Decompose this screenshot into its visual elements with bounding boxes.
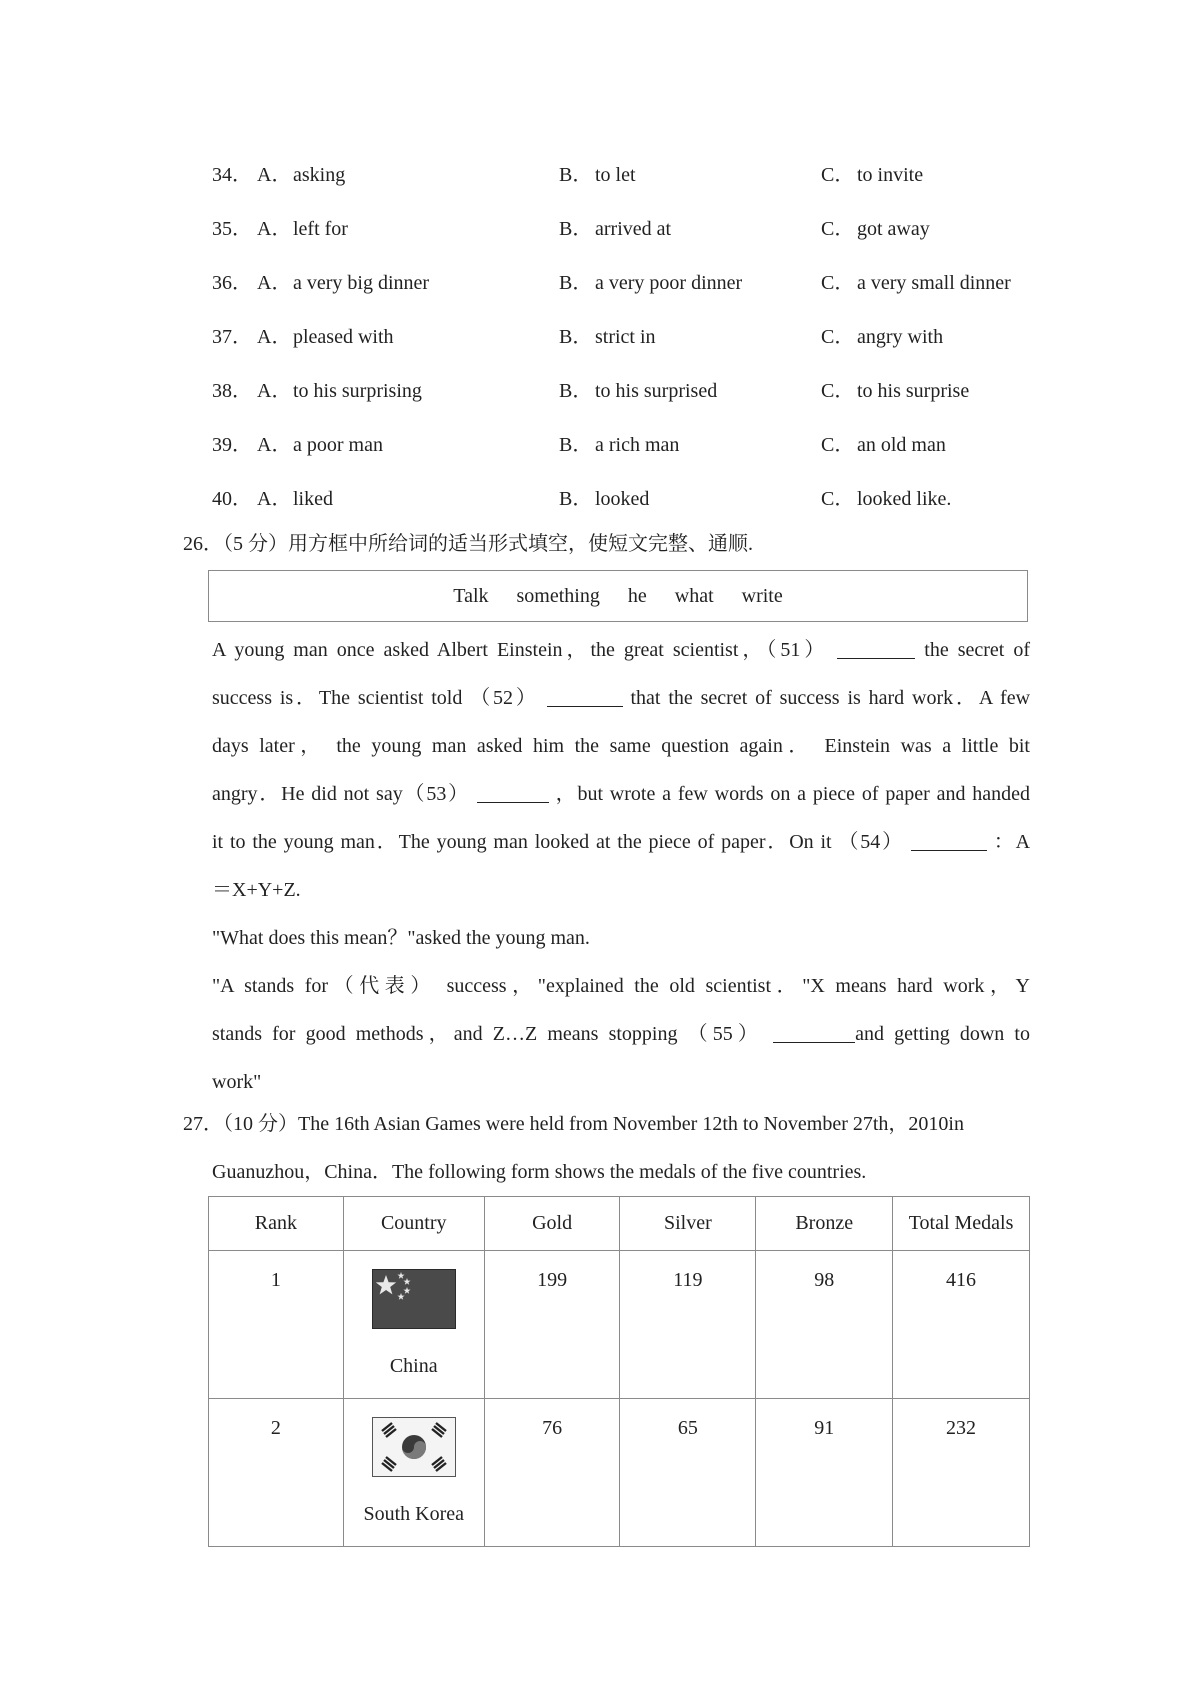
question-number: 34． [212, 164, 252, 186]
column-header: Silver [620, 1197, 756, 1251]
country-name: China [389, 1355, 438, 1377]
question-number: 37． [212, 326, 252, 348]
south-korea-flag-icon [372, 1417, 456, 1477]
passage-line: it to the young man．The young man looked at the piece of paper．On it （54） ：A [212, 831, 1031, 853]
passage-line: angry．He did not say（53） ，but wrote a few words on a piece of paper and handed [212, 783, 1031, 805]
passage-line: A young man once asked Albert Einstein，the great scientist，（51） the secret of [212, 639, 1030, 661]
china-flag-icon [372, 1269, 456, 1329]
choice-c: C． to his surprise [821, 380, 970, 402]
table-header-row [209, 1197, 1030, 1251]
question-27-heading: 27．（10 分）The 16th Asian Games were held from November 12th to November 27th，2010in [183, 1113, 964, 1135]
blank-53[interactable] [477, 782, 549, 803]
question-number: 40． [212, 488, 252, 510]
option-row-34 [212, 155, 1032, 209]
rank-cell: 2 [209, 1399, 344, 1547]
word-bank-item: he [627, 584, 647, 607]
passage-line: work" [212, 1071, 262, 1093]
choice-c: C． got away [821, 218, 930, 240]
blank-54[interactable] [911, 830, 987, 851]
column-header: Gold [484, 1197, 620, 1251]
choice-b: B． a very poor dinner [559, 272, 743, 294]
choice-c: C． angry with [821, 326, 944, 348]
medal-table [208, 1196, 1030, 1547]
bronze-cell: 98 [756, 1251, 893, 1399]
choice-a: A． pleased with [257, 326, 394, 348]
choice-c: C． to invite [821, 164, 924, 186]
column-header: Total Medals [893, 1197, 1030, 1251]
choice-a: A． a poor man [257, 434, 383, 456]
multiple-choice-options [212, 155, 1032, 533]
option-row-39 [212, 425, 1032, 479]
blank-52[interactable] [547, 686, 623, 707]
total-cell: 232 [893, 1399, 1030, 1547]
option-row-35 [212, 209, 1032, 263]
column-header: Rank [209, 1197, 344, 1251]
choice-c: C． looked like. [821, 488, 952, 510]
bronze-cell: 91 [756, 1399, 893, 1547]
table-row [209, 1399, 1030, 1547]
word-bank-item: what [674, 584, 714, 607]
column-header: Bronze [756, 1197, 893, 1251]
choice-b: B． to let [559, 164, 636, 186]
question-number: 35． [212, 218, 252, 240]
word-bank-item: Talk [453, 584, 489, 607]
question-number: 38． [212, 380, 252, 402]
question-number: 39． [212, 434, 252, 456]
rank-cell: 1 [209, 1251, 344, 1399]
country-cell [343, 1399, 484, 1547]
blank-51[interactable] [837, 638, 915, 659]
question-27-continuation: Guanuzhou，China．The following form shows the medals of the five countries. [212, 1161, 867, 1183]
silver-cell: 119 [620, 1251, 756, 1399]
passage-line: success is．The scientist told （52） that the secret of success is hard work．A few [212, 687, 1031, 709]
gold-cell: 199 [484, 1251, 620, 1399]
choice-b: B． arrived at [559, 218, 672, 240]
passage-line: ＝X+Y+Z. [212, 879, 301, 901]
gold-cell: 76 [484, 1399, 620, 1547]
question-26-heading: 26．（5 分）用方框中所给词的适当形式填空，使短文完整、通顺. [183, 533, 753, 555]
choice-a: A． left for [257, 218, 348, 240]
choice-c: C． an old man [821, 434, 946, 456]
country-cell [343, 1251, 484, 1399]
option-row-36 [212, 263, 1032, 317]
choice-a: A． to his surprising [257, 380, 422, 402]
option-row-38 [212, 371, 1032, 425]
country-name: South Korea [363, 1503, 464, 1525]
column-header: Country [343, 1197, 484, 1251]
table-row [209, 1251, 1030, 1399]
passage-line: days later， the young man asked him the same question again． Einstein was a little bit [212, 735, 1030, 757]
choice-c: C． a very small dinner [821, 272, 1011, 294]
word-bank-box [208, 570, 1028, 622]
choice-a: A． a very big dinner [257, 272, 430, 294]
choice-a: A． liked [257, 488, 333, 510]
choice-a: A． asking [257, 164, 346, 186]
choice-b: B． a rich man [559, 434, 680, 456]
option-row-37 [212, 317, 1032, 371]
passage-line: "What does this mean？"asked the young man. [212, 927, 590, 949]
blank-55[interactable] [773, 1022, 855, 1043]
silver-cell: 65 [620, 1399, 756, 1547]
passage-line: "A stands for（代表） success，"explained the old scientist．"X means hard work，Y [212, 975, 1030, 997]
choice-b: B． to his surprised [559, 380, 718, 402]
total-cell: 416 [893, 1251, 1030, 1399]
word-bank-item: something [516, 584, 600, 607]
passage-line: stands for good methods，and Z…Z means stopping （55） and getting down to [212, 1023, 1030, 1045]
word-bank-item: write [741, 584, 783, 607]
choice-b: B． looked [559, 488, 650, 510]
choice-b: B． strict in [559, 326, 656, 348]
cloze-passage [212, 626, 1030, 1106]
question-number: 36． [212, 272, 252, 294]
